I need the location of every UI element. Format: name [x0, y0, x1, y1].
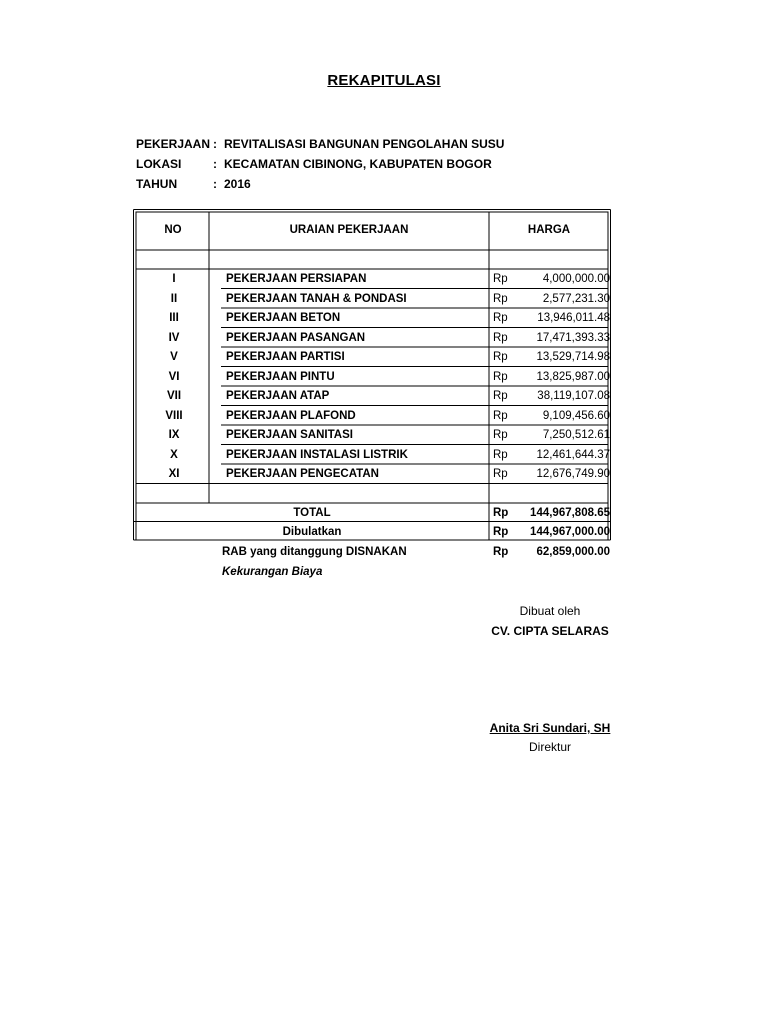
total-currency: Rp: [493, 507, 509, 519]
row-no: VII: [166, 390, 182, 402]
row-no: V: [170, 351, 178, 363]
info-row-tahun: [136, 174, 504, 194]
row-amount: 4,000,000.00: [542, 273, 610, 285]
info-label: LOKASI: [136, 157, 182, 171]
made-by-label: Dibuat oleh: [519, 604, 581, 618]
row-amount: 13,946,011.48: [537, 312, 610, 324]
total-amount: 144,967,808.65: [530, 507, 610, 519]
row-amount: 9,109,456.60: [542, 409, 610, 422]
row-currency: Rp: [493, 429, 508, 441]
row-amount: 38,119,107.08: [537, 390, 610, 402]
row-currency: Rp: [493, 409, 508, 422]
row-uraian: PEKERJAAN PINTU: [226, 370, 335, 383]
row-uraian: PEKERJAAN INSTALASI LISTRIK: [226, 448, 408, 461]
row-amount: 7,250,512.61: [542, 429, 610, 441]
info-value: REVITALISASI BANGUNAN PENGOLAHAN SUSU: [224, 137, 505, 151]
row-amount: 13,825,987.00: [536, 370, 610, 383]
row-currency: Rp: [493, 468, 508, 480]
row-no: VI: [168, 370, 180, 383]
row-currency: Rp: [493, 390, 508, 402]
row-uraian: PEKERJAAN PLAFOND: [226, 409, 356, 422]
row-currency: Rp: [493, 448, 508, 461]
row-currency: Rp: [493, 351, 508, 363]
row-currency: Rp: [493, 312, 508, 324]
row-uraian: PEKERJAAN TANAH & PONDASI: [226, 292, 407, 305]
row-no: I: [172, 273, 176, 285]
info-separator: :: [213, 177, 217, 191]
row-uraian: PEKERJAAN PERSIAPAN: [226, 273, 367, 285]
info-separator: :: [213, 137, 217, 151]
row-uraian: PEKERJAAN PASANGAN: [226, 331, 366, 344]
row-currency: Rp: [493, 292, 508, 305]
dibulatkan-amount: 144,967,000.00: [530, 526, 610, 538]
row-uraian: PEKERJAAN ATAP: [226, 390, 330, 402]
header-no: NO: [164, 224, 182, 236]
signer-name: Anita Sri Sundari, SH: [489, 721, 611, 735]
row-amount: 2,577,231.30: [542, 292, 610, 305]
row-amount: 13,529,714.98: [536, 351, 610, 363]
header-uraian: URAIAN PEKERJAAN: [289, 224, 409, 236]
document-title: REKAPITULASI: [327, 72, 441, 89]
row-uraian: PEKERJAAN SANITASI: [226, 429, 353, 441]
row-no: III: [169, 312, 179, 324]
row-no: X: [170, 448, 178, 461]
info-separator: :: [213, 157, 217, 171]
row-uraian: PEKERJAAN PARTISI: [226, 351, 345, 363]
info-label: TAHUN: [136, 177, 178, 191]
dibulatkan-currency: Rp: [493, 526, 509, 538]
info-label: PEKERJAAN: [136, 137, 211, 151]
signer-position: Direktur: [528, 740, 571, 754]
dibulatkan-label: Dibulatkan: [282, 526, 342, 538]
row-amount: 17,471,393.33: [536, 331, 610, 344]
row-currency: Rp: [493, 331, 508, 344]
row-no: IX: [168, 429, 180, 441]
total-label: TOTAL: [293, 507, 331, 519]
project-info: [136, 134, 504, 194]
info-value: KECAMATAN CIBINONG, KABUPATEN BOGOR: [224, 157, 492, 171]
rab-currency: Rp: [493, 546, 509, 558]
row-no: IV: [168, 331, 180, 344]
row-no: VIII: [165, 409, 183, 422]
row-uraian: PEKERJAAN BETON: [226, 312, 341, 324]
rab-label: RAB yang ditanggung DISNAKAN: [222, 546, 407, 558]
header-harga: HARGA: [527, 224, 571, 236]
row-no: XI: [168, 468, 180, 480]
row-uraian: PEKERJAAN PENGECATAN: [226, 468, 379, 480]
rab-amount: 62,859,000.00: [536, 546, 610, 558]
row-currency: Rp: [493, 370, 508, 383]
row-amount: 12,676,749.90: [536, 468, 610, 480]
kekurangan-biaya-label: Kekurangan Biaya: [222, 566, 323, 578]
company-name: CV. CIPTA SELARAS: [491, 624, 609, 638]
info-row-lokasi: [136, 154, 504, 174]
row-currency: Rp: [493, 273, 508, 285]
info-value: 2016: [224, 177, 251, 191]
row-no: II: [170, 292, 178, 305]
info-row-pekerjaan: [136, 134, 504, 154]
row-amount: 12,461,644.37: [536, 448, 610, 461]
